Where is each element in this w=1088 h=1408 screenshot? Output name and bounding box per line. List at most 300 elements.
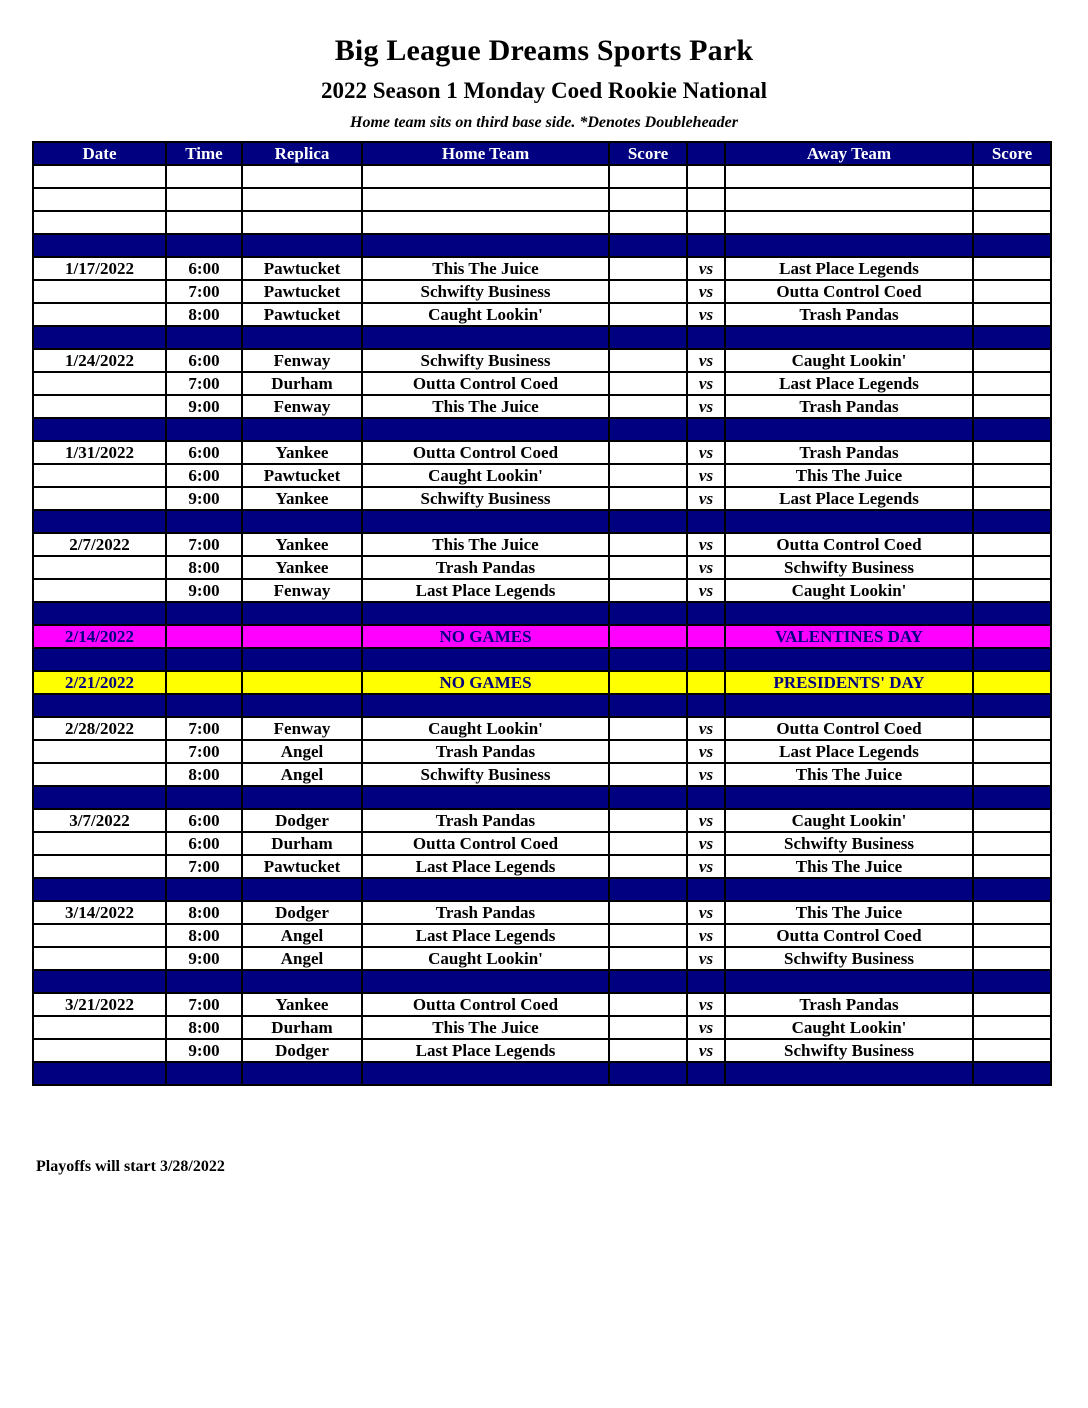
home-score-cell	[609, 901, 687, 924]
game-row	[33, 1039, 1051, 1062]
separator-cell	[33, 234, 166, 257]
away-score-cell	[973, 372, 1051, 395]
separator-row	[33, 1062, 1051, 1085]
date-cell	[33, 556, 166, 579]
separator-row	[33, 602, 1051, 625]
game-row	[33, 533, 1051, 556]
date-cell	[33, 579, 166, 602]
blank-cell	[242, 188, 362, 211]
separator-cell	[166, 418, 242, 441]
time-cell: 9:00	[166, 1039, 242, 1062]
column-header: Time	[166, 142, 242, 165]
separator-cell	[725, 1062, 973, 1085]
vs-cell: vs	[687, 257, 725, 280]
game-row	[33, 855, 1051, 878]
separator-cell	[687, 970, 725, 993]
away-score-cell	[973, 832, 1051, 855]
game-row	[33, 809, 1051, 832]
replica-cell: Durham	[242, 832, 362, 855]
blank-cell	[687, 188, 725, 211]
replica-cell	[242, 671, 362, 694]
home-score-cell	[609, 671, 687, 694]
home-team-cell: Trash Pandas	[362, 556, 609, 579]
away-team-cell: Caught Lookin'	[725, 1016, 973, 1039]
separator-cell	[362, 418, 609, 441]
separator-row	[33, 648, 1051, 671]
no-games-cell: NO GAMES	[362, 625, 609, 648]
home-score-cell	[609, 464, 687, 487]
game-row	[33, 303, 1051, 326]
game-row	[33, 487, 1051, 510]
home-team-cell: Outta Control Coed	[362, 441, 609, 464]
separator-cell	[242, 878, 362, 901]
column-header: Date	[33, 142, 166, 165]
date-cell	[33, 740, 166, 763]
date-cell: 3/7/2022	[33, 809, 166, 832]
away-team-cell: Outta Control Coed	[725, 280, 973, 303]
separator-cell	[166, 878, 242, 901]
away-team-cell: Outta Control Coed	[725, 924, 973, 947]
away-team-cell: Trash Pandas	[725, 441, 973, 464]
separator-cell	[33, 648, 166, 671]
away-score-cell	[973, 441, 1051, 464]
vs-cell: vs	[687, 993, 725, 1016]
vs-cell: vs	[687, 717, 725, 740]
game-row	[33, 740, 1051, 763]
separator-cell	[33, 970, 166, 993]
column-header: Score	[973, 142, 1051, 165]
vs-cell	[687, 671, 725, 694]
separator-cell	[33, 786, 166, 809]
date-cell	[33, 1039, 166, 1062]
home-team-cell: Caught Lookin'	[362, 303, 609, 326]
time-cell	[166, 625, 242, 648]
blank-cell	[973, 211, 1051, 234]
separator-cell	[242, 648, 362, 671]
separator-row	[33, 694, 1051, 717]
separator-cell	[242, 970, 362, 993]
separator-row	[33, 510, 1051, 533]
blank-row	[33, 188, 1051, 211]
date-cell: 3/21/2022	[33, 993, 166, 1016]
time-cell	[166, 671, 242, 694]
vs-cell: vs	[687, 280, 725, 303]
separator-cell	[609, 648, 687, 671]
date-cell	[33, 303, 166, 326]
replica-cell: Fenway	[242, 349, 362, 372]
date-cell: 1/31/2022	[33, 441, 166, 464]
home-score-cell	[609, 740, 687, 763]
home-team-cell: This The Juice	[362, 257, 609, 280]
time-cell: 6:00	[166, 464, 242, 487]
separator-cell	[687, 1062, 725, 1085]
separator-cell	[687, 510, 725, 533]
game-row	[33, 832, 1051, 855]
vs-cell: vs	[687, 1016, 725, 1039]
away-team-cell: Last Place Legends	[725, 372, 973, 395]
column-header: Score	[609, 142, 687, 165]
away-score-cell	[973, 625, 1051, 648]
separator-cell	[33, 694, 166, 717]
separator-row	[33, 970, 1051, 993]
time-cell: 6:00	[166, 349, 242, 372]
separator-cell	[362, 234, 609, 257]
blank-cell	[362, 165, 609, 188]
home-score-cell	[609, 556, 687, 579]
away-score-cell	[973, 671, 1051, 694]
away-team-cell: Schwifty Business	[725, 556, 973, 579]
time-cell: 8:00	[166, 303, 242, 326]
game-row	[33, 257, 1051, 280]
time-cell: 8:00	[166, 901, 242, 924]
home-score-cell	[609, 1039, 687, 1062]
away-score-cell	[973, 579, 1051, 602]
replica-cell: Dodger	[242, 1039, 362, 1062]
blank-cell	[33, 165, 166, 188]
time-cell: 7:00	[166, 740, 242, 763]
away-team-cell: Caught Lookin'	[725, 349, 973, 372]
away-team-cell: This The Juice	[725, 855, 973, 878]
home-score-cell	[609, 832, 687, 855]
separator-cell	[166, 510, 242, 533]
time-cell: 6:00	[166, 257, 242, 280]
separator-cell	[725, 786, 973, 809]
game-row	[33, 395, 1051, 418]
away-score-cell	[973, 556, 1051, 579]
away-score-cell	[973, 901, 1051, 924]
home-team-cell: Last Place Legends	[362, 579, 609, 602]
separator-cell	[687, 786, 725, 809]
separator-cell	[609, 694, 687, 717]
separator-row	[33, 326, 1051, 349]
game-row	[33, 993, 1051, 1016]
replica-cell: Pawtucket	[242, 464, 362, 487]
home-team-cell: Caught Lookin'	[362, 464, 609, 487]
time-cell: 8:00	[166, 1016, 242, 1039]
home-team-cell: Outta Control Coed	[362, 993, 609, 1016]
replica-cell: Angel	[242, 763, 362, 786]
blank-cell	[725, 211, 973, 234]
no-games-cell: NO GAMES	[362, 671, 609, 694]
separator-cell	[687, 602, 725, 625]
playoffs-note: Playoffs will start 3/28/2022	[36, 1158, 225, 1175]
blank-cell	[609, 211, 687, 234]
separator-cell	[362, 878, 609, 901]
date-cell: 1/24/2022	[33, 349, 166, 372]
vs-cell: vs	[687, 556, 725, 579]
time-cell: 9:00	[166, 487, 242, 510]
replica-cell: Angel	[242, 740, 362, 763]
separator-cell	[242, 1062, 362, 1085]
replica-cell: Dodger	[242, 809, 362, 832]
home-score-cell	[609, 1016, 687, 1039]
separator-cell	[973, 326, 1051, 349]
time-cell: 6:00	[166, 832, 242, 855]
away-team-cell: Schwifty Business	[725, 947, 973, 970]
away-team-cell: Trash Pandas	[725, 993, 973, 1016]
away-team-cell: Trash Pandas	[725, 303, 973, 326]
separator-cell	[973, 234, 1051, 257]
game-row	[33, 763, 1051, 786]
vs-cell: vs	[687, 740, 725, 763]
separator-cell	[973, 1062, 1051, 1085]
replica-cell: Fenway	[242, 717, 362, 740]
blank-cell	[973, 188, 1051, 211]
vs-cell: vs	[687, 855, 725, 878]
blank-row	[33, 165, 1051, 188]
page-subtitle: 2022 Season 1 Monday Coed Rookie National	[321, 78, 767, 103]
separator-cell	[725, 234, 973, 257]
home-team-cell: Schwifty Business	[362, 487, 609, 510]
replica-cell: Yankee	[242, 487, 362, 510]
game-row	[33, 717, 1051, 740]
time-cell: 6:00	[166, 441, 242, 464]
home-team-cell: Last Place Legends	[362, 855, 609, 878]
home-team-cell: Caught Lookin'	[362, 717, 609, 740]
replica-cell: Pawtucket	[242, 257, 362, 280]
separator-cell	[725, 510, 973, 533]
separator-cell	[725, 970, 973, 993]
date-cell: 2/28/2022	[33, 717, 166, 740]
vs-cell: vs	[687, 533, 725, 556]
home-score-cell	[609, 625, 687, 648]
separator-cell	[973, 418, 1051, 441]
separator-cell	[609, 878, 687, 901]
replica-cell: Pawtucket	[242, 280, 362, 303]
time-cell: 7:00	[166, 372, 242, 395]
vs-cell: vs	[687, 487, 725, 510]
replica-cell: Fenway	[242, 579, 362, 602]
away-score-cell	[973, 464, 1051, 487]
home-score-cell	[609, 717, 687, 740]
separator-cell	[242, 234, 362, 257]
table-header-row	[33, 142, 1051, 165]
separator-cell	[242, 694, 362, 717]
holiday-name-cell: PRESIDENTS' DAY	[725, 671, 973, 694]
separator-cell	[166, 786, 242, 809]
separator-cell	[725, 648, 973, 671]
separator-cell	[166, 602, 242, 625]
date-cell: 2/21/2022	[33, 671, 166, 694]
home-team-cell: Schwifty Business	[362, 763, 609, 786]
date-cell: 2/7/2022	[33, 533, 166, 556]
home-score-cell	[609, 855, 687, 878]
home-team-cell: This The Juice	[362, 533, 609, 556]
separator-cell	[687, 878, 725, 901]
away-team-cell: Caught Lookin'	[725, 579, 973, 602]
away-score-cell	[973, 740, 1051, 763]
column-header: Away Team	[725, 142, 973, 165]
separator-cell	[33, 418, 166, 441]
separator-cell	[166, 694, 242, 717]
away-team-cell: This The Juice	[725, 464, 973, 487]
blank-cell	[687, 211, 725, 234]
away-score-cell	[973, 993, 1051, 1016]
page-note: Home team sits on third base side. *Denotes Doubleheader	[350, 114, 738, 131]
column-header: Home Team	[362, 142, 609, 165]
away-score-cell	[973, 533, 1051, 556]
separator-cell	[362, 648, 609, 671]
away-team-cell: Caught Lookin'	[725, 809, 973, 832]
away-score-cell	[973, 855, 1051, 878]
separator-cell	[33, 326, 166, 349]
away-team-cell: Last Place Legends	[725, 740, 973, 763]
replica-cell: Yankee	[242, 556, 362, 579]
replica-cell: Angel	[242, 947, 362, 970]
blank-cell	[725, 165, 973, 188]
vs-cell: vs	[687, 763, 725, 786]
holiday-row	[33, 625, 1051, 648]
separator-cell	[33, 510, 166, 533]
time-cell: 8:00	[166, 556, 242, 579]
date-cell	[33, 280, 166, 303]
separator-cell	[725, 878, 973, 901]
vs-cell: vs	[687, 349, 725, 372]
separator-cell	[973, 648, 1051, 671]
time-cell: 8:00	[166, 924, 242, 947]
time-cell: 7:00	[166, 280, 242, 303]
home-score-cell	[609, 441, 687, 464]
away-team-cell: Schwifty Business	[725, 832, 973, 855]
separator-cell	[973, 602, 1051, 625]
holiday-row	[33, 671, 1051, 694]
away-score-cell	[973, 947, 1051, 970]
replica-cell	[242, 625, 362, 648]
date-cell	[33, 832, 166, 855]
home-score-cell	[609, 579, 687, 602]
separator-cell	[609, 510, 687, 533]
schedule-table	[32, 141, 1052, 1086]
home-score-cell	[609, 487, 687, 510]
home-team-cell: Trash Pandas	[362, 901, 609, 924]
separator-cell	[973, 510, 1051, 533]
blank-cell	[609, 188, 687, 211]
replica-cell: Yankee	[242, 441, 362, 464]
away-team-cell: Outta Control Coed	[725, 533, 973, 556]
time-cell: 7:00	[166, 855, 242, 878]
separator-cell	[362, 694, 609, 717]
time-cell: 9:00	[166, 579, 242, 602]
blank-cell	[242, 211, 362, 234]
blank-row	[33, 211, 1051, 234]
time-cell: 7:00	[166, 533, 242, 556]
vs-cell: vs	[687, 464, 725, 487]
game-row	[33, 464, 1051, 487]
blank-cell	[33, 211, 166, 234]
home-team-cell: Schwifty Business	[362, 280, 609, 303]
separator-cell	[609, 602, 687, 625]
home-score-cell	[609, 924, 687, 947]
separator-row	[33, 786, 1051, 809]
home-team-cell: This The Juice	[362, 395, 609, 418]
separator-cell	[609, 786, 687, 809]
date-cell	[33, 464, 166, 487]
separator-cell	[609, 326, 687, 349]
home-team-cell: Caught Lookin'	[362, 947, 609, 970]
away-team-cell: Outta Control Coed	[725, 717, 973, 740]
separator-cell	[973, 786, 1051, 809]
date-cell	[33, 855, 166, 878]
vs-cell	[687, 625, 725, 648]
vs-cell: vs	[687, 832, 725, 855]
home-team-cell: Last Place Legends	[362, 1039, 609, 1062]
separator-cell	[166, 1062, 242, 1085]
replica-cell: Dodger	[242, 901, 362, 924]
date-cell	[33, 947, 166, 970]
vs-cell: vs	[687, 395, 725, 418]
replica-cell: Durham	[242, 372, 362, 395]
replica-cell: Pawtucket	[242, 303, 362, 326]
blank-cell	[362, 211, 609, 234]
blank-cell	[362, 188, 609, 211]
away-score-cell	[973, 303, 1051, 326]
away-score-cell	[973, 487, 1051, 510]
home-score-cell	[609, 257, 687, 280]
replica-cell: Fenway	[242, 395, 362, 418]
away-score-cell	[973, 924, 1051, 947]
separator-cell	[362, 326, 609, 349]
separator-cell	[687, 694, 725, 717]
separator-cell	[242, 418, 362, 441]
away-team-cell: Schwifty Business	[725, 1039, 973, 1062]
date-cell	[33, 395, 166, 418]
home-team-cell: Trash Pandas	[362, 740, 609, 763]
home-score-cell	[609, 533, 687, 556]
date-cell	[33, 487, 166, 510]
vs-cell: vs	[687, 441, 725, 464]
time-cell: 7:00	[166, 993, 242, 1016]
separator-cell	[242, 510, 362, 533]
home-score-cell	[609, 947, 687, 970]
blank-cell	[166, 188, 242, 211]
away-score-cell	[973, 1016, 1051, 1039]
blank-cell	[609, 165, 687, 188]
home-score-cell	[609, 763, 687, 786]
home-team-cell: This The Juice	[362, 1016, 609, 1039]
away-score-cell	[973, 280, 1051, 303]
separator-cell	[609, 970, 687, 993]
home-team-cell: Schwifty Business	[362, 349, 609, 372]
vs-cell: vs	[687, 303, 725, 326]
away-score-cell	[973, 1039, 1051, 1062]
vs-cell: vs	[687, 372, 725, 395]
time-cell: 8:00	[166, 763, 242, 786]
away-score-cell	[973, 763, 1051, 786]
vs-cell: vs	[687, 809, 725, 832]
game-row	[33, 372, 1051, 395]
separator-cell	[166, 970, 242, 993]
game-row	[33, 1016, 1051, 1039]
separator-cell	[362, 970, 609, 993]
away-team-cell: Last Place Legends	[725, 257, 973, 280]
replica-cell: Angel	[242, 924, 362, 947]
separator-cell	[362, 786, 609, 809]
separator-cell	[362, 1062, 609, 1085]
home-score-cell	[609, 372, 687, 395]
home-score-cell	[609, 303, 687, 326]
date-cell: 1/17/2022	[33, 257, 166, 280]
separator-cell	[973, 694, 1051, 717]
blank-cell	[166, 165, 242, 188]
game-row	[33, 280, 1051, 303]
game-row	[33, 947, 1051, 970]
game-row	[33, 901, 1051, 924]
date-cell: 2/14/2022	[33, 625, 166, 648]
home-team-cell: Last Place Legends	[362, 924, 609, 947]
separator-cell	[166, 234, 242, 257]
blank-cell	[687, 165, 725, 188]
schedule-body	[33, 165, 1051, 1085]
